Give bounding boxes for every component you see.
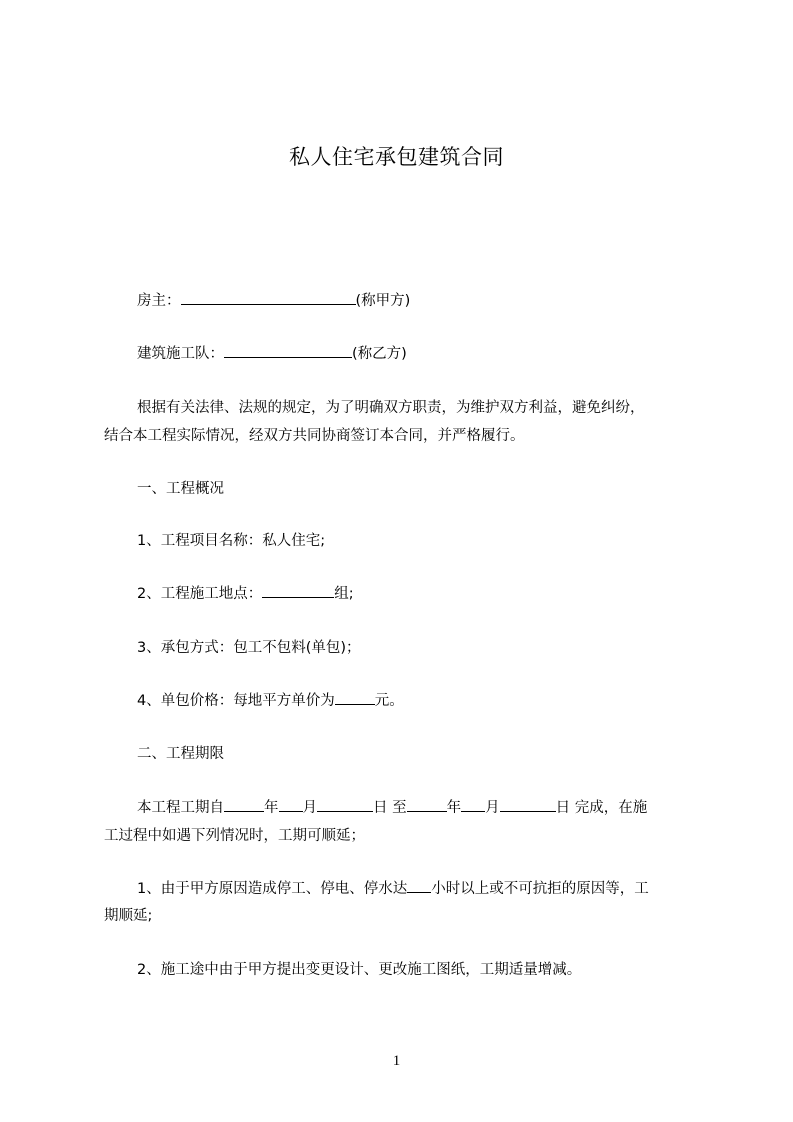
end-day-blank xyxy=(500,796,556,812)
delay-1-line-2: 期顺延; xyxy=(104,908,153,924)
team-blank xyxy=(224,342,352,358)
team-suffix: (称乙方) xyxy=(352,346,407,362)
delay-2: 2、施工途中由于甲方提出变更设计、更改施工图纸，工期适量增减。 xyxy=(137,962,582,978)
start-month-blank xyxy=(279,796,303,812)
item-1: 1、工程项目名称：私人住宅; xyxy=(137,533,326,549)
end-year-blank xyxy=(407,796,447,812)
end-year-label: 年 xyxy=(446,800,462,816)
start-day-blank xyxy=(317,796,373,812)
item-4-suffix: 元。 xyxy=(374,693,404,709)
team-line xyxy=(137,339,737,369)
start-year-blank xyxy=(224,796,264,812)
delay-1-line-1 xyxy=(137,874,737,904)
period-line-2: 工过程中如遇下列情况时，工期可顺延； xyxy=(104,828,365,844)
item-2-prefix: 2、工程施工地点： xyxy=(137,586,263,602)
page-number: 1 xyxy=(392,1053,401,1069)
start-day-label: 日 xyxy=(373,800,388,816)
period-end: 日 完成，在施 xyxy=(555,800,648,816)
item-3: 3、承包方式：包工不包料(单包)； xyxy=(137,640,361,656)
period-line-1 xyxy=(137,793,737,823)
delay-1-suffix: 小时以上或不可抗拒的原因等，工 xyxy=(431,881,649,897)
contract-title: 私人住宅承包建筑合同 xyxy=(289,145,504,169)
location-blank xyxy=(262,582,334,598)
owner-suffix: (称甲方) xyxy=(355,293,411,309)
to-label: 至 xyxy=(392,800,407,816)
intro-line-2: 结合本工程实际情况，经双方共同协商签订本合同，并严格履行。 xyxy=(104,428,525,444)
start-year-label: 年 xyxy=(264,800,279,816)
delay-1-prefix: 1、由于甲方原因造成停工、停电、停水达 xyxy=(137,881,408,897)
owner-label: 房主： xyxy=(137,293,181,309)
intro-line-1: 根据有关法律、法规的规定，为了明确双方职责，为维护双方利益，避免纠纷， xyxy=(137,400,645,416)
price-blank xyxy=(335,689,375,705)
start-month-label: 月 xyxy=(302,800,317,816)
section-1-heading: 一、工程概况 xyxy=(137,481,224,497)
owner-line xyxy=(137,286,737,316)
end-month-blank xyxy=(461,796,485,812)
item-4-prefix: 4、单包价格：每地平方单价为 xyxy=(137,693,335,709)
owner-blank xyxy=(181,289,356,305)
item-2-suffix: 组; xyxy=(334,586,354,602)
period-intro: 本工程工期自 xyxy=(137,800,224,816)
section-2-heading: 二、工程期限 xyxy=(137,746,224,762)
end-month-label: 月 xyxy=(485,800,500,816)
item-2 xyxy=(137,579,737,609)
hours-blank xyxy=(407,877,431,893)
team-label: 建筑施工队： xyxy=(137,346,224,362)
item-4 xyxy=(137,686,737,716)
